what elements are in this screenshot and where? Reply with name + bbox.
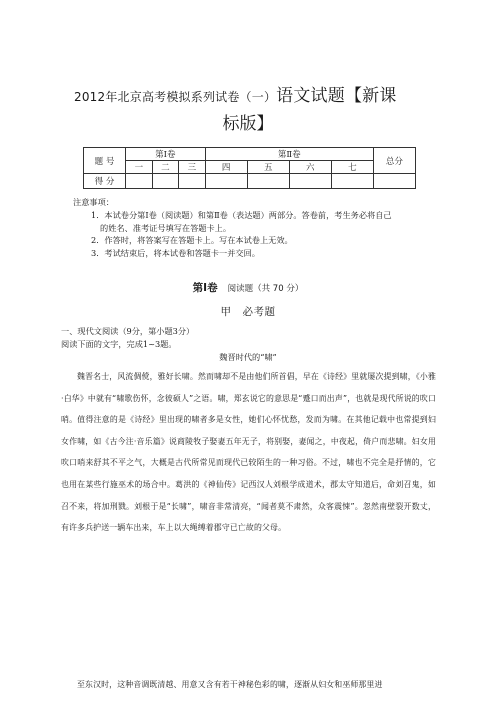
document-title [74,84,434,109]
score-cell [179,174,206,189]
question-number: 六 [289,161,331,174]
score-cell [205,174,247,189]
score-cell [331,174,373,189]
total-header: 总分 [373,148,415,174]
article-title: 魏晋时代的“啸” [219,352,277,362]
title-year: 2012 [74,90,106,104]
part-description: 阅读题（共 70 分） [227,284,304,294]
question-number: 四 [205,161,247,174]
score-cell [152,174,179,189]
question-number: 二 [152,161,179,174]
score-label: 得 分 [84,174,126,189]
score-table [83,147,416,189]
document-title-line2: 标版】 [222,114,274,134]
note-item-2: 2．作答时，将答案写在答题卡上。写在本试卷上无效。 [91,235,293,246]
question-heading: 一、现代文阅读（9分，第小题3分） [61,326,195,336]
notes-block [73,196,433,260]
note-item-3: 3．考试结束后，将本试卷和答题卡一并交回。 [91,248,260,259]
part-heading [0,280,496,295]
part-label: 第Ⅰ卷 [192,282,218,294]
note-item-1: 1．本试卷分第Ⅰ卷（阅读题）和第Ⅱ卷（表达题）两部分。答卷前，考生务必将自己 [91,209,392,220]
sub-heading: 甲 必考题 [220,306,276,318]
score-cell [373,174,415,189]
note-item-1-cont: 的姓名、准考证号填写在答题卡上。 [100,222,232,233]
question-number: 五 [247,161,289,174]
question-number-label: 题 号 [84,148,126,174]
title-main: 年北京高考模拟系列试卷（一） [105,90,277,104]
score-cell [126,174,153,189]
part1-header: 第Ⅰ卷 [126,148,206,161]
title-big: 语文试题【新课 [276,86,397,106]
score-cell [289,174,331,189]
notes-heading: 注意事项： [73,197,114,207]
part2-header: 第Ⅱ卷 [205,148,373,161]
score-cell [247,174,289,189]
question-number: 一 [126,161,153,174]
question-number: 七 [331,161,373,174]
article-paragraph-1: 魏晋名士，风流倜傥，雅好长啸。然而啸却不是由他们所首倡，早在《诗经》里就屡次提到啸，《小雅·白华》中就有“啸歌伤怀，念彼硕人”之语。啸，郑玄说它的意思是“蹙口而出声”，也就是现代所说的吹口哨。值得注意的是《诗经》里出现的啸者多是女性，她们心怀忧愁，发而为啸。在其他记载中也常提到妇女作啸，如《古今注·音乐篇》说商陵牧子娶妻五年无子，将别娶，妻闻之，中夜起，倚户而悲啸。妇女用吹口哨来舒其不平之气，大概是古代所常见而现代已较陌生的一种习俗。不过，啸也不完全是抒情的，它也用在某些行施巫术的场合中。葛洪的《神仙传》记西汉人刘根学成道术，郡太守知道后，命刘召鬼，如召不来，将加刑戮。刘根于是“长啸”，啸音非常清亮，“闻者莫不肃然，众客震悚”。忽然南壁裂开数丈，有许多兵护送一辆车出来，车上以大绳缚着郡守已亡故的父母。 [61,372,436,533]
question-number: 三 [179,161,206,174]
article-paragraph-2: 至东汉时，这种音调既清越、用意又含有若干神秘色彩的啸，逐渐从妇女和巫师那里进 [77,680,383,689]
question-instruction: 阅读下面的文字，完成1~3题。 [61,339,177,349]
